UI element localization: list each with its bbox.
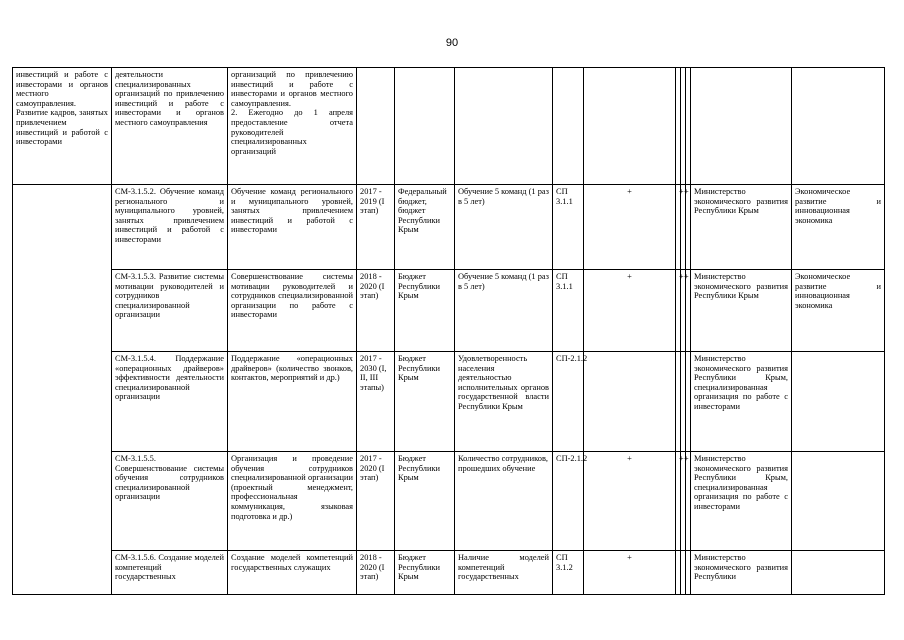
executor-cell: Министерство экономического развития Республики Крым xyxy=(691,185,792,270)
source-cell: Федеральный бюджет, бюджет Республики Крым xyxy=(395,185,455,270)
period-cell: 2018 - 2020 (I этап) xyxy=(357,270,395,352)
executor-cell: Министерство экономического развития Республики Крым, специализированная организация по работе с инвесторами xyxy=(691,352,792,452)
mark-cell: + xyxy=(676,185,681,270)
program-cell xyxy=(792,68,885,185)
indicator-cell: Количество сотрудников, прошедших обучение xyxy=(455,452,553,551)
measure-cell: СМ-3.1.5.3. Развитие системы мотивации руководителей и сотрудников специализированной организации xyxy=(112,270,228,352)
source-cell: Бюджет Республики Крым xyxy=(395,270,455,352)
mark-cell: + xyxy=(681,452,686,551)
indicator-cell xyxy=(455,68,553,185)
measures-table xyxy=(12,67,885,595)
mark-cell xyxy=(584,68,676,185)
link-cell: СП 3.1.1 xyxy=(553,270,584,352)
goal-cell xyxy=(13,185,112,595)
page-number: 90 xyxy=(445,37,459,49)
table-row xyxy=(13,551,885,595)
executor-cell: Министерство экономического развития Республики Крым, специализированная организация по работе с инвесторами xyxy=(691,452,792,551)
table-row xyxy=(13,185,885,270)
link-cell: СП-2.1.2 xyxy=(553,352,584,452)
executor-cell: Министерство экономического развития Республики Крым xyxy=(691,270,792,352)
content-cell: Создание моделей компетенций государственных служащих xyxy=(228,551,357,595)
executor-cell xyxy=(691,68,792,185)
period-cell: 2017 - 2020 (I этап) xyxy=(357,452,395,551)
mark-cell: + xyxy=(681,185,686,270)
table-row xyxy=(13,68,885,185)
period-cell: 2017 - 2030 (I, II, III этапы) xyxy=(357,352,395,452)
source-cell: Бюджет Республики Крым xyxy=(395,452,455,551)
measure-cell: СМ-3.1.5.2. Обучение команд регионального и муниципального уровней, занятых привлечением инвестиций и работой с инвесторами xyxy=(112,185,228,270)
program-cell xyxy=(792,551,885,595)
table-row xyxy=(13,452,885,551)
measure-cell: деятельности специализированных организаций по привлечению инвестиций и работе с инвесторами и органов местного самоуправления xyxy=(112,68,228,185)
mark-cell: + xyxy=(681,270,686,352)
program-cell: Экономическое развитие и инновационная экономика xyxy=(792,185,885,270)
indicator-cell: Наличие моделей компетенций государственных xyxy=(455,551,553,595)
mark-cell: + xyxy=(676,270,681,352)
link-cell: СП 3.1.2 xyxy=(553,551,584,595)
measure-cell: СМ-3.1.5.4. Поддержание «операционных драйверов» эффективности деятельности специализированной организации xyxy=(112,352,228,452)
executor-cell: Министерство экономического развития Республики xyxy=(691,551,792,595)
content-cell: Совершенствование системы мотивации руководителей и сотрудников специализированной организации по работе с инвесторами xyxy=(228,270,357,352)
link-cell: СП 3.1.1 xyxy=(553,185,584,270)
content-cell: организаций по привлечению инвестиций и работе с инвесторами и органов местного самоуправления. 2. Ежегодно до 1 апреля предоставление отчета руководителей специализированных организаций xyxy=(228,68,357,185)
period-cell xyxy=(357,68,395,185)
link-cell: СП-2.1.2 xyxy=(553,452,584,551)
source-cell xyxy=(395,68,455,185)
content-cell: Поддержание «операционных драйверов» (количество звонков, контактов, мероприятий и др.) xyxy=(228,352,357,452)
program-cell xyxy=(792,452,885,551)
period-cell: 2018 - 2020 (I этап) xyxy=(357,551,395,595)
program-cell xyxy=(792,352,885,452)
period-cell: 2017 - 2019 (I этап) xyxy=(357,185,395,270)
table-row xyxy=(13,270,885,352)
indicator-cell: Обучение 5 команд (1 раз в 5 лет) xyxy=(455,185,553,270)
measure-cell: СМ-3.1.5.5. Совершенствование системы обучения сотрудников специализированной организации xyxy=(112,452,228,551)
source-cell: Бюджет Республики Крым xyxy=(395,352,455,452)
indicator-cell: Удовлетворенность населения деятельностью исполнительных органов государственной власти Республики Крым xyxy=(455,352,553,452)
measure-cell: СМ-3.1.5.6. Создание моделей компетенций государственных xyxy=(112,551,228,595)
table-row xyxy=(13,352,885,452)
indicator-cell: Обучение 5 команд (1 раз в 5 лет) xyxy=(455,270,553,352)
mark-cell: + xyxy=(584,551,676,595)
content-cell: Организация и проведение обучения сотрудников специализированной организации (проектный менеджмент, профессиональная коммуникация, языковая подготовка и др.) xyxy=(228,452,357,551)
content-cell: Обучение команд регионального и муниципального уровней, занятых привлечением инвестиций и работой с инвесторами xyxy=(228,185,357,270)
link-cell xyxy=(553,68,584,185)
mark-cell: + xyxy=(584,185,676,270)
mark-cell: + xyxy=(584,452,676,551)
mark-cell xyxy=(584,352,676,452)
program-cell: Экономическое развитие и инновационная экономика xyxy=(792,270,885,352)
mark-cell: + xyxy=(584,270,676,352)
source-cell: Бюджет Республики Крым xyxy=(395,551,455,595)
mark-cell: + xyxy=(676,452,681,551)
goal-cell: инвестиций и работе с инвесторами и органов местного самоуправления. Развитие кадров, занятых привлечением инвестиций и работой с инвесторами xyxy=(13,68,112,185)
